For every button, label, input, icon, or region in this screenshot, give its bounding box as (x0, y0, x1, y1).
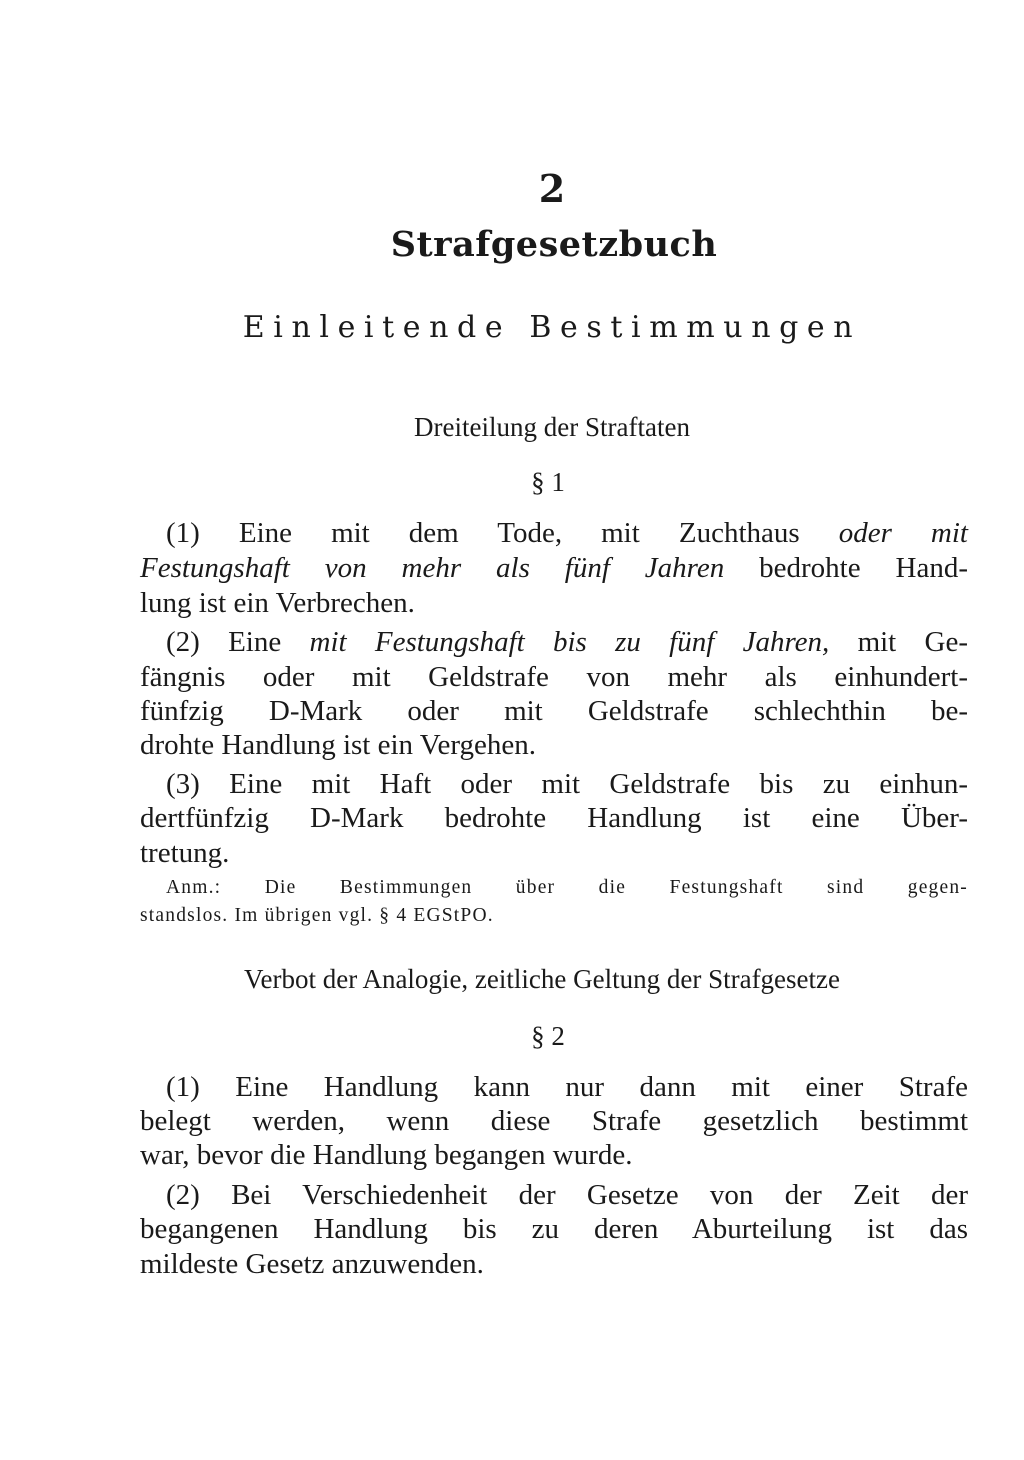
book-title: Strafgesetzbuch (390, 224, 718, 265)
section-heading-2: Verbot der Analogie, zeitliche Geltung der Strafgesetze (243, 964, 841, 994)
section-heading-1: Dreiteilung der Straftaten (414, 412, 690, 442)
paragraph-mark-1: § 1 (531, 467, 565, 497)
s1-note-line-2: standslos. Im übrigen vgl. § 4 EGStPO. (140, 905, 494, 926)
s1-abs2-line-2: fängnis oder mit Geldstrafe von mehr als einhundert- (140, 661, 968, 693)
s1-abs2-line-4: drohte Handlung ist ein Vergehen. (140, 729, 536, 761)
paragraph-mark-2: § 2 (531, 1021, 565, 1051)
s1-abs1-line-3: lung ist ein Verbrechen. (140, 587, 415, 619)
s2-abs2-line-2: begangenen Handlung bis zu deren Aburteilung ist das (140, 1213, 968, 1245)
s1-abs3-line-1: (3) Eine mit Haft oder mit Geldstrafe bis zu einhun- (166, 768, 968, 800)
s2-abs2-line-1: (2) Bei Verschiedenheit der Gesetze von der Zeit der (166, 1179, 968, 1211)
s1-abs3-line-3: tretung. (140, 837, 230, 869)
s2-abs2-line-3: mildeste Gesetz anzuwenden. (140, 1248, 484, 1280)
s1-abs1-line-2: Festungshaft von mehr als fünf Jahren bedrohte Hand- (140, 552, 968, 584)
s1-abs2-line-1: (2) Eine mit Festungshaft bis zu fünf Jahren, mit Ge- (166, 626, 968, 658)
s1-abs3-line-2: dertfünfzig D-Mark bedrohte Handlung ist eine Über- (140, 802, 968, 834)
s1-abs2-line-3: fünfzig D-Mark oder mit Geldstrafe schlechthin be- (140, 695, 968, 727)
page-number: 2 (538, 166, 566, 211)
s1-note-line-1: Anm.: Die Bestimmungen über die Festungshaft sind gegen- (166, 877, 968, 898)
s2-abs1-line-1: (1) Eine Handlung kann nur dann mit einer Strafe (166, 1071, 968, 1103)
s2-abs1-line-3: war, bevor die Handlung begangen wurde. (140, 1139, 633, 1171)
s2-abs1-line-2: belegt werden, wenn diese Strafe gesetzlich bestimmt (140, 1105, 968, 1137)
part-heading: Einleitende Bestimmungen (242, 310, 862, 345)
s1-abs1-line-1: (1) Eine mit dem Tode, mit Zuchthaus oder mit (166, 517, 968, 549)
